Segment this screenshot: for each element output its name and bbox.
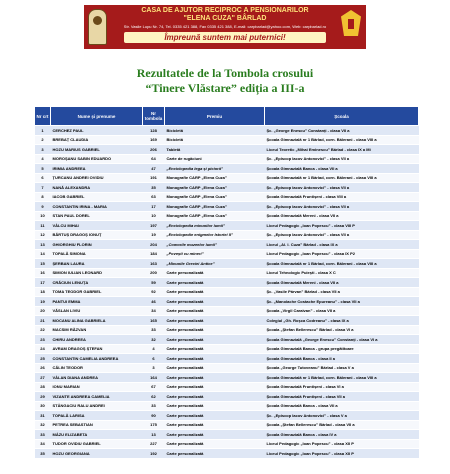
table-row (35, 306, 419, 316)
cell-school: Șc. „Episcop Iacov Antonovici” - clasa V a (265, 411, 419, 421)
cell-school: Școala „Ștefan Bellerescu” Bârlad - clasa VII a (265, 420, 419, 430)
cell-name: TOPALĂ SIMONA (51, 249, 143, 259)
cell-name: IONU MARIAN (51, 382, 143, 392)
cell-school: Școala Gimnazială nr 1 Bârlad, corn. Bâlerani - clasa VIII a (265, 135, 419, 145)
cell-school: Școala Gimnazială Fruntișeni - clasa VII a (265, 392, 419, 402)
cell-ticket: 67 (143, 382, 165, 392)
cell-nr: 21 (35, 316, 51, 326)
cell-school: Liceul Pedagogic „Ioan Popescu” - clasa VIII P (265, 221, 419, 231)
table-row (35, 259, 419, 269)
cell-ticket: 90 (143, 411, 165, 421)
cell-prize: Carte personalizată (165, 316, 265, 326)
cell-nr: 19 (35, 297, 51, 307)
table-row (35, 183, 419, 193)
cell-name: TOMA TEODOR GABRIEL (51, 287, 143, 297)
cell-prize: Carte personalizată (165, 411, 265, 421)
cell-prize: Monografie CARP „Elena Cuza” (165, 202, 265, 212)
cell-name: VĂSLAN LIVIU (51, 306, 143, 316)
cell-school: Liceul „Al. I. Cuza” Bârlad - clasa IX a (265, 240, 419, 250)
cell-school: Șc. „Episcop Iacov Antonovici” - clasa VII a (265, 230, 419, 240)
cell-prize: Carte personalizată (165, 373, 265, 383)
cell-nr: 27 (35, 373, 51, 383)
cell-name: IACOB GABRIEL (51, 192, 143, 202)
cell-school: Liceul Tehnologic Puiești - clasa X C (265, 268, 419, 278)
cell-name: BĂRTUȘ DRAGOȘ IONUȚ (51, 230, 143, 240)
cell-name: STÂNGACIU RALU ANDREI (51, 401, 143, 411)
cell-nr: 3 (35, 145, 51, 155)
results-table (34, 106, 419, 459)
cell-name: ȘERBAN LAURA (51, 259, 143, 269)
cell-school: Școala Gimnazială Banca - grupa pregătitoare (265, 344, 419, 354)
cell-name: MÂZU ELIZABETA (51, 430, 143, 440)
cell-nr: 10 (35, 211, 51, 221)
cell-name: MOROȘANU SABIN EDUARDO (51, 154, 143, 164)
cell-name: CĂLIN TEODOR (51, 363, 143, 373)
cell-prize: Carte personalizată (165, 278, 265, 288)
cell-school: Școala Gimnazială Banca - clasa VII a (265, 164, 419, 174)
cell-name: IRIMIA ANDREEA (51, 164, 143, 174)
cell-ticket: 191 (143, 173, 165, 183)
cell-prize: Bicicletă (165, 126, 265, 136)
cell-nr: 9 (35, 202, 51, 212)
cell-school: Școala Gimnazială nr 1 Bârlad, corn. Bâlerani - clasa VIII a (265, 373, 419, 383)
cell-name: HOZU MARIUS GABRIEL (51, 145, 143, 155)
cell-prize: Carte personalizată (165, 297, 265, 307)
cell-ticket: 17 (143, 202, 165, 212)
cell-ticket: 46 (143, 297, 165, 307)
cell-ticket: 47 (143, 164, 165, 174)
org-motto: Împreună suntem mai puternici! (124, 32, 326, 43)
table-row (35, 325, 419, 335)
cell-prize: Carte personalizată (165, 430, 265, 440)
cell-name: BREBAȚ CLAUDIA (51, 135, 143, 145)
cell-nr: 23 (35, 335, 51, 345)
cell-ticket: 10 (143, 211, 165, 221)
cell-school: Liceul Pedagogic „Ioan Popescu” - clasa IX P2 (265, 249, 419, 259)
cell-ticket: 92 (143, 287, 165, 297)
cell-nr: 16 (35, 268, 51, 278)
table-row (35, 335, 419, 345)
cell-nr: 32 (35, 420, 51, 430)
table-row (35, 192, 419, 202)
cell-ticket: 206 (143, 145, 165, 155)
header-prize: Premiu (165, 107, 265, 126)
cell-nr: 13 (35, 240, 51, 250)
cell-name: VIZANTE ANDREEA CAMELIA (51, 392, 143, 402)
table-row (35, 173, 419, 183)
cell-name: PANTUI EMMA (51, 297, 143, 307)
cell-nr: 7 (35, 183, 51, 193)
header-school: Școala (265, 107, 419, 126)
cell-prize: „Enciclopedia lega și picioră” (165, 164, 265, 174)
cell-ticket: 197 (143, 221, 165, 231)
cell-school: Școala Gimnazială „George Enescu” Constanți - clasa VI a (265, 335, 419, 345)
cell-prize: Monografie CARP „Elena Cuza” (165, 173, 265, 183)
cell-name: AVRAM DRAGOȘ ȘTEFAN (51, 344, 143, 354)
cell-prize: Carte personalizată (165, 268, 265, 278)
cell-nr: 1 (35, 126, 51, 136)
cell-nr: 29 (35, 392, 51, 402)
table-row (35, 439, 419, 449)
cell-prize: Carte personalizată (165, 344, 265, 354)
cell-ticket: 13 (143, 430, 165, 440)
coat-of-arms-icon (341, 10, 361, 36)
cell-school: Șc. „George Enescu” Constanți - clasa VII a (265, 126, 419, 136)
cell-ticket: 33 (143, 401, 165, 411)
cell-school: Școala „Virgil Caraivan” - clasa VII a (265, 306, 419, 316)
cell-prize: Monografie CARP „Elena Cuza” (165, 183, 265, 193)
cell-school: Liceul Teoretic „Mihai Eminescu” Bârlad - clasa IX a Mi (265, 145, 419, 155)
table-row (35, 240, 419, 250)
table-header-row (35, 107, 419, 126)
cell-name: GHIORGHIU FLORIN (51, 240, 143, 250)
cell-ticket: 64 (143, 154, 165, 164)
table-row (35, 354, 419, 364)
cell-ticket: 6 (143, 354, 165, 364)
cell-prize: „Comorile muzeelor lumii” (165, 240, 265, 250)
table-row (35, 401, 419, 411)
cell-ticket: 3 (143, 363, 165, 373)
cell-nr: 28 (35, 382, 51, 392)
cell-prize: Bicicletă (165, 135, 265, 145)
table-row (35, 202, 419, 212)
cell-prize: Carte personalizată (165, 401, 265, 411)
cell-name: SIMION IULIAN LEONARD (51, 268, 143, 278)
table-row (35, 297, 419, 307)
table-row (35, 344, 419, 354)
org-contact: Str. Vasile Lupu Nr. 74, Tel. 0335 421 388, Fax 0335 421 388, E-mail: carpbarlad@yahoo.com, Web: carpbarlad.ro (123, 24, 327, 29)
cell-nr: 8 (35, 192, 51, 202)
cell-ticket: 19 (143, 230, 165, 240)
cell-nr: 30 (35, 401, 51, 411)
table-row (35, 135, 419, 145)
cell-name: CHIRU ANDREEA (51, 335, 143, 345)
cell-nr: 34 (35, 439, 51, 449)
table-row (35, 430, 419, 440)
cell-school: Școala Gimnazială Mereni - clasa VII a (265, 278, 419, 288)
cell-ticket: 63 (143, 192, 165, 202)
cell-prize: Carte de rugăciuni (165, 154, 265, 164)
cell-school: Școala Gimnazială Banca - clasa VII a (265, 401, 419, 411)
cell-school: Șc. „Vasile Pârvan” Bârlad - clasa VII a (265, 287, 419, 297)
cell-school: Școala „Ștefan Bellerescu” Bârlad - clasa VI a (265, 325, 419, 335)
letterhead-banner (84, 5, 366, 49)
table-row (35, 382, 419, 392)
cell-name: CRĂCIUN LENUȚA (51, 278, 143, 288)
cell-prize: Carte personalizată (165, 335, 265, 345)
cell-nr: 18 (35, 287, 51, 297)
table-row (35, 249, 419, 259)
cell-prize: Carte personalizată (165, 354, 265, 364)
cell-nr: 35 (35, 449, 51, 459)
cell-nr: 22 (35, 325, 51, 335)
header-ticket: Nr tombola (143, 107, 165, 126)
cell-school: Școala Gimnazială nr 1 Bârlad, corn. Bâlerani - clasa VIII a (265, 173, 419, 183)
org-name: CASA DE AJUTOR RECIPROC A PENSIONARILOR (141, 7, 309, 14)
cell-ticket: 32 (143, 335, 165, 345)
cell-prize: Carte personalizată (165, 439, 265, 449)
table-row (35, 449, 419, 459)
table-row (35, 211, 419, 221)
table-row (35, 154, 419, 164)
header-name: Nume și prenume (51, 107, 143, 126)
cell-ticket: 59 (143, 278, 165, 288)
table-row (35, 126, 419, 136)
table-row (35, 373, 419, 383)
cell-ticket: 175 (143, 420, 165, 430)
cell-ticket: 165 (143, 316, 165, 326)
cell-ticket: 4 (143, 344, 165, 354)
cell-school: Liceul Pedagogic „Ioan Popescu” - clasa XII P (265, 439, 419, 449)
cell-name: STAN PAUL DOREL (51, 211, 143, 221)
cell-nr: 26 (35, 363, 51, 373)
table-row (35, 287, 419, 297)
cell-school: Școala Gimnazială Banca - clasa IV a (265, 430, 419, 440)
cell-prize: Carte personalizată (165, 306, 265, 316)
cell-name: MACSIM RĂZVAN (51, 325, 143, 335)
cell-nr: 2 (35, 135, 51, 145)
cell-ticket: 164 (143, 373, 165, 383)
cell-nr: 11 (35, 221, 51, 231)
cell-nr: 12 (35, 230, 51, 240)
cell-school: Șc. „Episcop Iacov Antonovici” - clasa VII a (265, 154, 419, 164)
cell-nr: 6 (35, 173, 51, 183)
cell-prize: Carte personalizată (165, 325, 265, 335)
header-nr: Nr crt (35, 107, 51, 126)
cell-school: Șc. „Episcop Iacov Antonovici” - clasa VII a (265, 183, 419, 193)
table-row (35, 411, 419, 421)
cell-ticket: 163 (143, 259, 165, 269)
cell-ticket: 227 (143, 439, 165, 449)
cell-nr: 17 (35, 278, 51, 288)
cell-school: Colegiul „Gh. Roșca Codreanu” - clasa IX a (265, 316, 419, 326)
cell-prize: „Enciclopedie enigmelor Istoriei II” (165, 230, 265, 240)
cell-ticket: 200 (143, 268, 165, 278)
cell-prize: Carte personalizată (165, 382, 265, 392)
cell-ticket: 184 (143, 249, 165, 259)
cell-nr: 33 (35, 430, 51, 440)
document-subtitle: “Tinere Vlăstare” ediția a III-a (145, 81, 305, 95)
cell-prize: Monografie CARP „Elena Cuza” (165, 192, 265, 202)
cell-name: CONSTANTIN CAMELIA ANDREEA (51, 354, 143, 364)
table-row (35, 278, 419, 288)
cell-school: Școala Gimnazială Banca - clasa II a (265, 354, 419, 364)
cell-nr: 14 (35, 249, 51, 259)
cell-name: NANĂ ALEXANDRA (51, 183, 143, 193)
cell-school: Școala Gimnazială Fruntișeni - clasa VIII a (265, 192, 419, 202)
cell-prize: Monografie CARP „Elena Cuza” (165, 211, 265, 221)
cell-name: CONSTANTIN IRINA - MARIA (51, 202, 143, 212)
table-row (35, 145, 419, 155)
cell-prize: „Povești cu mineri” (165, 249, 265, 259)
cell-prize: Carte personalizată (165, 363, 265, 373)
cell-prize: Carte personalizată (165, 420, 265, 430)
cell-school: Liceul Pedagogic „Ioan Popescu” - clasa XII P (265, 449, 419, 459)
cell-ticket: 62 (143, 392, 165, 402)
cell-name: TUDOR OVIDIU GABRIEL (51, 439, 143, 449)
cell-nr: 15 (35, 259, 51, 269)
cell-school: Școala Gimnazială Fruntișeni - clasa VI a (265, 382, 419, 392)
cell-prize: Carte personalizată (165, 449, 265, 459)
cell-school: Șc. „Manolache Costache Epureanu” - clasa VII a (265, 297, 419, 307)
cell-school: Școala „George Tutoveanu” Bârlad - clasa V a (265, 363, 419, 373)
table-row (35, 164, 419, 174)
cell-name: MOCANU ALINA GABRIELA (51, 316, 143, 326)
cell-name: VÂLCU MIHAI (51, 221, 143, 231)
table-row (35, 363, 419, 373)
table-row (35, 316, 419, 326)
cell-name: CERCHEZ PAUL (51, 126, 143, 136)
cell-ticket: 33 (143, 325, 165, 335)
cell-school: Școala Gimnazială Mereni - clasa VII a (265, 211, 419, 221)
cell-prize: Carte personalizată (165, 392, 265, 402)
cell-prize: „Enciclopedia minunilor lumii” (165, 221, 265, 231)
cell-name: VÂLAN DIANA ANDREA (51, 373, 143, 383)
cell-prize: Carte personalizată (165, 287, 265, 297)
document-title: Rezultatele de la Tombola crosului (136, 66, 314, 80)
table-row (35, 221, 419, 231)
cell-prize: Tabletă (165, 145, 265, 155)
cell-ticket: 34 (143, 306, 165, 316)
cell-name: ȚURCANU ANDREI OVIDIU (51, 173, 143, 183)
cell-ticket: 204 (143, 240, 165, 250)
cell-name: PETREA SEBASTIAN (51, 420, 143, 430)
cell-nr: 5 (35, 164, 51, 174)
table-row (35, 230, 419, 240)
cell-name: HOZU GEORGIANA (51, 449, 143, 459)
cell-ticket: 35 (143, 183, 165, 193)
cell-school: Șc. „Episcop Iacov Antonovici” - clasa VII a (265, 202, 419, 212)
cell-nr: 20 (35, 306, 51, 316)
cell-nr: 24 (35, 344, 51, 354)
cell-ticket: 169 (143, 135, 165, 145)
cell-nr: 4 (35, 154, 51, 164)
cell-nr: 25 (35, 354, 51, 364)
cell-nr: 31 (35, 411, 51, 421)
table-row (35, 392, 419, 402)
table-row (35, 420, 419, 430)
cell-prize: „Minunile Greciei Antice” (165, 259, 265, 269)
cell-school: Școala Gimnazială nr 1 Bârlad, corn. Bâlerani - clasa VIII a (265, 259, 419, 269)
cell-ticket: 192 (143, 449, 165, 459)
org-subname: "ELENA CUZA" BÂRLAD (183, 15, 267, 22)
cell-name: TOPALĂ LARISA (51, 411, 143, 421)
table-row (35, 268, 419, 278)
cell-ticket: 128 (143, 126, 165, 136)
portrait-logo (88, 9, 107, 45)
